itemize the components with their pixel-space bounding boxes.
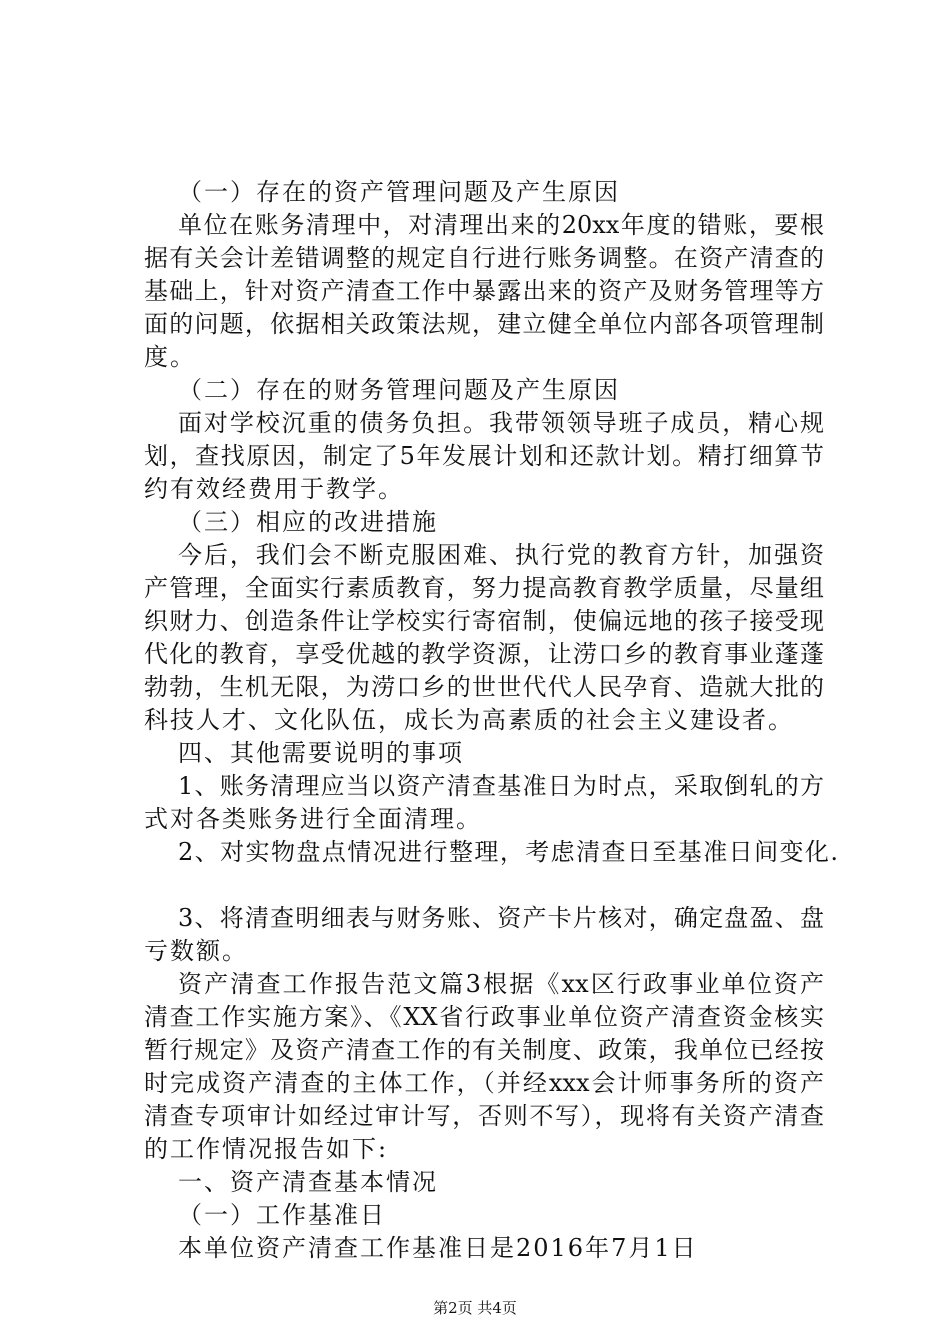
paragraph-line: 暂行规定》及资产清查工作的有关制度、政策，我单位已经按 xyxy=(144,1036,824,1064)
paragraph-line: 式对各类账务进行全面清理。 xyxy=(144,805,482,833)
paragraph-line: 资产清查工作报告范文篇3根据《xx区行政事业单位资产 xyxy=(178,970,824,998)
paragraph-line: 本单位资产清查工作基准日是2016年7月1日 xyxy=(178,1234,698,1262)
heading-section-one: 一、资产清查基本情况 xyxy=(178,1168,438,1196)
paragraph-line: 科技人才、文化队伍，成长为高素质的社会主义建设者。 xyxy=(144,706,794,734)
heading-finance-issues: （二）存在的财务管理问题及产生原因 xyxy=(178,376,620,404)
paragraph-line: 度。 xyxy=(144,343,196,371)
paragraph-line: 的工作情况报告如下: xyxy=(144,1135,389,1163)
heading-base-date: （一）工作基准日 xyxy=(178,1201,386,1229)
paragraph-line: 清查专项审计如经过审计写，否则不写），现将有关资产清查 xyxy=(144,1102,824,1130)
paragraph-line: 基础上，针对资产清查工作中暴露出来的资产及财务管理等方 xyxy=(144,277,824,305)
paragraph-line: 3、将清查明细表与财务账、资产卡片核对，确定盘盈、盘 xyxy=(178,904,824,932)
heading-improvement: （三）相应的改进措施 xyxy=(178,508,438,536)
paragraph-line: 亏数额。 xyxy=(144,937,248,965)
paragraph-line: 清查工作实施方案》、《XX省行政事业单位资产清查资金核实 xyxy=(144,1003,824,1031)
paragraph-line: 面对学校沉重的债务负担。我带领领导班子成员，精心规 xyxy=(178,409,824,437)
paragraph-line: 产管理，全面实行素质教育，努力提高教育教学质量，尽量组 xyxy=(144,574,824,602)
paragraph-line: 约有效经费用于教学。 xyxy=(144,475,404,503)
paragraph-line: 今后，我们会不断克服困难、执行党的教育方针，加强资 xyxy=(178,541,824,569)
page-number: 第2页 共4页 xyxy=(433,1299,517,1317)
paragraph-line: 时完成资产清查的主体工作，（并经xxx会计师事务所的资产 xyxy=(144,1069,824,1097)
heading-asset-issues: （一）存在的资产管理问题及产生原因 xyxy=(178,178,620,206)
paragraph-line: 面的问题，依据相关政策法规，建立健全单位内部各项管理制 xyxy=(144,310,824,338)
paragraph-line: 划，查找原因，制定了5年发展计划和还款计划。精打细算节 xyxy=(144,442,824,470)
paragraph-line: 勃勃，生机无限，为涝口乡的世世代代人民孕育、造就大批的 xyxy=(144,673,824,701)
paragraph-line: 织财力、创造条件让学校实行寄宿制，使偏远地的孩子接受现 xyxy=(144,607,824,635)
paragraph-line: 2、对实物盘点情况进行整理，考虑清查日至基准日间变化. xyxy=(178,838,838,866)
heading-other-matters: 四、其他需要说明的事项 xyxy=(178,739,464,767)
paragraph-line: 1、账务清理应当以资产清查基准日为时点，采取倒轧的方 xyxy=(178,772,824,800)
paragraph-line: 代化的教育，享受优越的教学资源，让涝口乡的教育事业蓬蓬 xyxy=(144,640,824,668)
paragraph-line: 单位在账务清理中，对清理出来的20xx年度的错账，要根 xyxy=(178,211,824,239)
paragraph-line: 据有关会计差错调整的规定自行进行账务调整。在资产清查的 xyxy=(144,244,824,272)
